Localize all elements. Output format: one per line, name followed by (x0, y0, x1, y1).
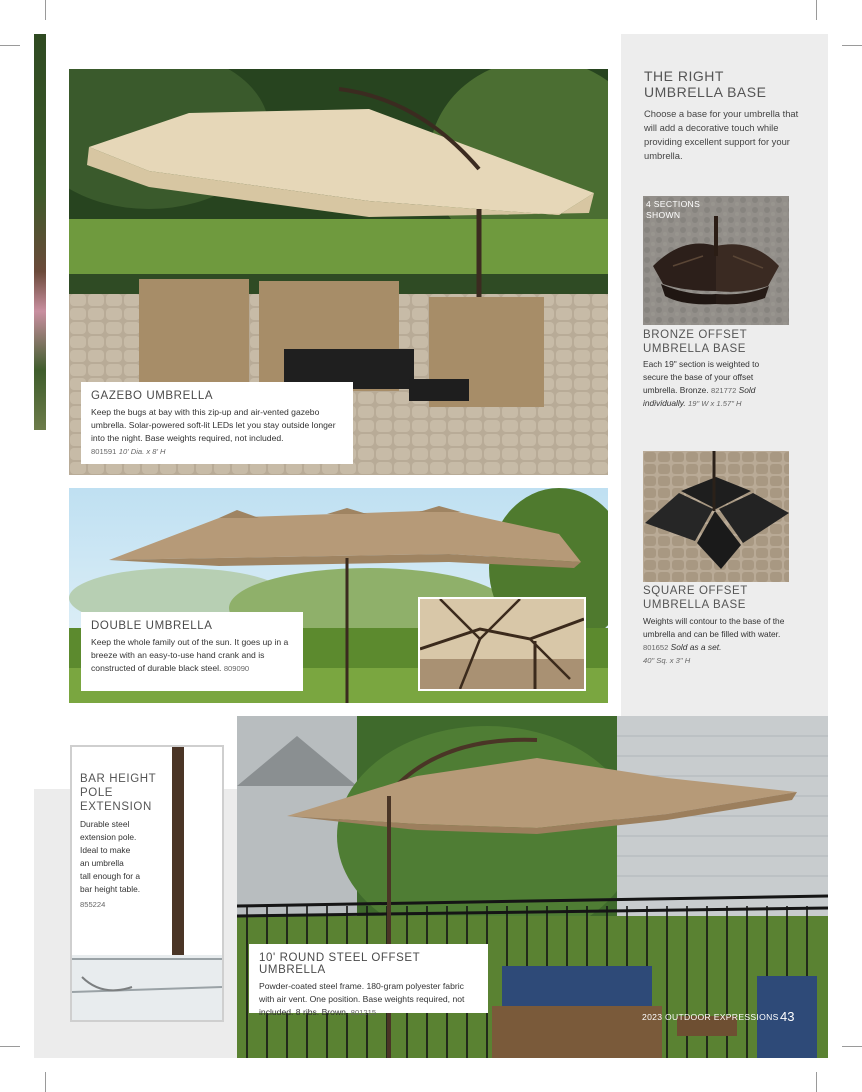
product-title: 10' ROUND STEEL OFFSET UMBRELLA (259, 952, 421, 976)
description-line: an umbrella (80, 858, 124, 868)
gazebo-caption (81, 382, 353, 464)
description-line: bar height table. (80, 884, 141, 894)
square-base-title (643, 584, 748, 612)
sku: 821772 (710, 386, 737, 395)
title-line: EXTENSION (80, 801, 152, 813)
dimensions: 10' Dia. x 8' H (118, 447, 166, 456)
description-text: Keep the whole family out of the sun. It goes up in a breeze with an easy-to-use hand crank and is constructed of durable black steel. (91, 637, 289, 673)
product-description (91, 406, 343, 458)
title-line: UMBRELLA BASE (643, 343, 747, 355)
description-text: Each 19" section is weighted to secure the base of your offset umbrella. Bronze. (643, 359, 760, 395)
title-line: BRONZE OFFSET (643, 329, 748, 341)
square-base-description (643, 615, 789, 667)
double-umbrella-inset-photo (418, 597, 586, 691)
sidebar-title-line: UMBRELLA BASE (644, 84, 767, 100)
sku: 809090 (223, 664, 250, 673)
sections-shown-badge (646, 199, 700, 221)
dimensions: 19" W x 1.57" H (688, 399, 742, 408)
description-text: Powder-coated steel frame. 180-gram polyester fabric with air vent. One position. Base weights required, not included. 8 ribs. Brown. (259, 981, 465, 1017)
page-number: 43 (780, 1009, 795, 1024)
badge-line: 4 SECTIONS (646, 199, 701, 209)
sku: 801215 (350, 1008, 377, 1017)
offset-caption (249, 944, 488, 1017)
square-base-photo (643, 451, 789, 582)
description-text: Weights will contour to the base of the umbrella and can be filled with water. (643, 616, 785, 639)
title-line: POLE (80, 787, 114, 799)
crop-mark (842, 1046, 862, 1047)
pole-extension-title (80, 772, 156, 814)
crop-mark (0, 1046, 20, 1047)
bronze-base-description (643, 358, 777, 410)
title-line: BAR HEIGHT (80, 773, 157, 785)
sku: 855224 (80, 900, 106, 909)
crop-mark (45, 1072, 46, 1092)
dimensions: 40" Sq. x 3" H (643, 656, 691, 665)
sku: 801591 (91, 447, 117, 456)
title-line: UMBRELLA BASE (643, 599, 747, 611)
product-title: GAZEBO UMBRELLA (91, 390, 214, 402)
description-line: tall enough for a (80, 871, 141, 881)
crop-mark (0, 45, 20, 46)
title-line: SQUARE OFFSET (643, 585, 748, 597)
pole-extension-description (80, 818, 170, 911)
description-text: Keep the bugs at bay with this zip-up and air-vented gazebo umbrella. Solar-powered soft-lit LEDs let you stay outside longer into the night. Base weights required, not included. (91, 407, 336, 443)
product-description (91, 636, 293, 675)
crop-mark (816, 0, 817, 20)
sku: 801652 (643, 643, 669, 652)
sale-note: Sold as a set. (670, 642, 722, 652)
product-description (259, 980, 478, 1019)
description-line: extension pole. (80, 832, 137, 842)
publication-name: 2023 OUTDOOR EXPRESSIONS (642, 1012, 779, 1022)
bronze-base-title (643, 328, 747, 356)
product-title: DOUBLE UMBRELLA (91, 620, 213, 632)
sale-note: Sold individually. (643, 385, 756, 408)
crop-mark (816, 1072, 817, 1092)
garden-strip-photo (34, 34, 46, 430)
badge-line: SHOWN (646, 210, 681, 220)
crop-mark (842, 45, 862, 46)
description-line: Durable steel (80, 819, 130, 829)
crop-mark (45, 0, 46, 20)
sidebar-intro: Choose a base for your umbrella that will add a decorative touch while providing excellent support for your umbrella. (644, 108, 799, 161)
double-caption (81, 612, 303, 691)
description-line: Ideal to make (80, 845, 131, 855)
sidebar-title-line: THE RIGHT (644, 68, 724, 84)
sidebar-title (644, 68, 814, 100)
